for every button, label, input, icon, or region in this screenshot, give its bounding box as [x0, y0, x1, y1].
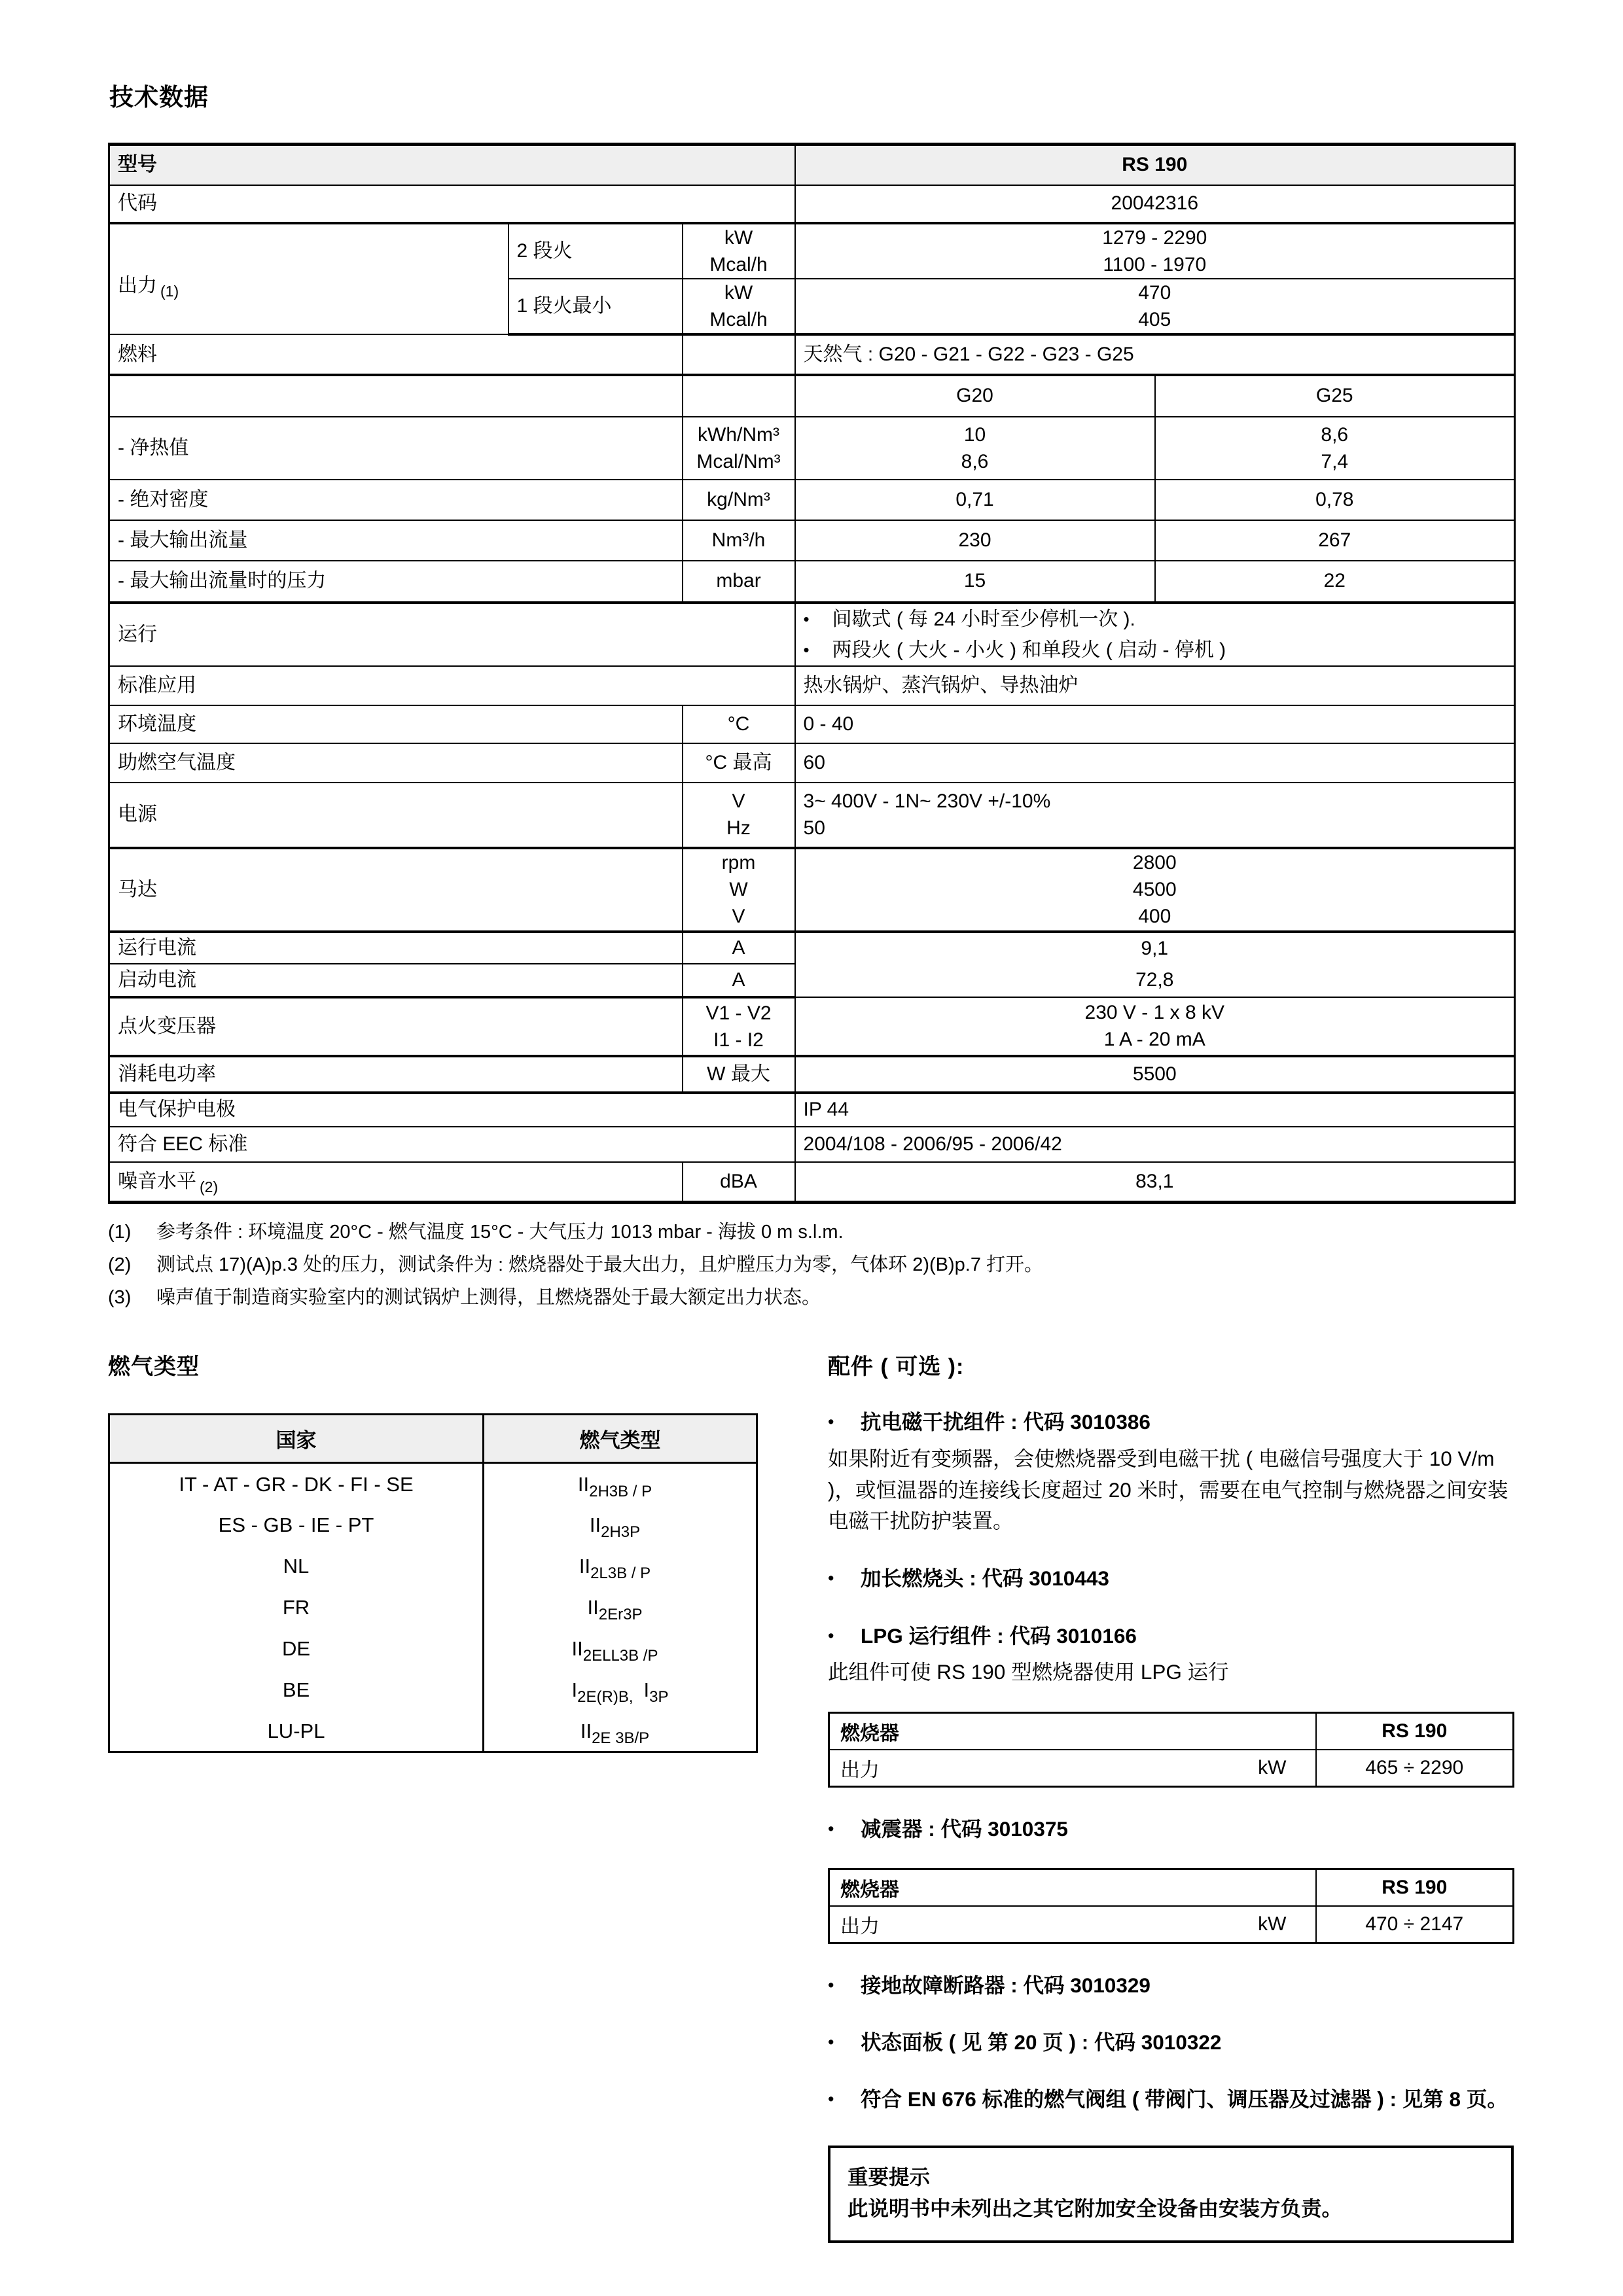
damper-table-row: [829, 1906, 1514, 1943]
output-range: 465 ÷ 2290: [1316, 1750, 1514, 1787]
psu-label: 电源: [109, 783, 683, 848]
air-temp-value: 60: [795, 743, 1515, 783]
bullet-icon: •: [828, 2089, 834, 2110]
output-label: 出力: [840, 1759, 880, 1781]
output-stage1-units: kW Mcal/h: [683, 279, 795, 334]
lpg-table-row: [829, 1750, 1514, 1787]
row-density: [109, 480, 1515, 520]
consumption-label: 消耗电功率: [109, 1056, 683, 1093]
technical-data-table: [108, 143, 1516, 1204]
bullet-icon: •: [828, 2032, 834, 2053]
accessory-item-lpg: • LPG 运行组件 : 代码 3010166: [828, 1621, 1514, 1651]
noise-label: 噪音水平: [118, 1170, 196, 1192]
output-unit: kW: [1258, 1913, 1287, 1935]
page-title: 技术数据: [109, 84, 209, 111]
flow-label: - 最大输出流量: [109, 520, 683, 561]
gas-row: BE $I_{2E(R)B,}$ $I_{3P}$: [109, 1670, 757, 1711]
noise-label-cell: [109, 1162, 683, 1203]
code-label: 代码: [109, 185, 795, 223]
row-model: [109, 145, 1515, 185]
flow-g20: 230: [795, 520, 1155, 561]
accessories-section: [828, 1349, 1514, 2243]
damper-table-header: [829, 1869, 1514, 1906]
row-power-supply: [109, 783, 1515, 848]
row-eec: [109, 1127, 1515, 1162]
density-g25: 0,78: [1155, 480, 1515, 520]
model-value: RS 190: [795, 145, 1515, 185]
noise-unit: dBA: [683, 1162, 795, 1203]
density-label: - 绝对密度: [109, 480, 683, 520]
footnote-marker-2: (2): [200, 1178, 219, 1195]
gas-row: NL $II_{2L3B / P}$: [109, 1546, 757, 1587]
bullet-icon: •: [828, 1625, 834, 1646]
density-unit: kg/Nm³: [683, 480, 795, 520]
bullet-icon: •: [803, 609, 810, 629]
application-value: 热水锅炉、蒸汽锅炉、导热油炉: [795, 666, 1515, 705]
gas-row: FR $II_{2Er3P}$: [109, 1587, 757, 1629]
gas-row: DE $II_{2ELL3B /P}$: [109, 1629, 757, 1670]
accessory-item-gfci: • 接地故障断路器 : 代码 3010329: [828, 1970, 1514, 2001]
noise-value: 83,1: [795, 1162, 1515, 1203]
important-notice-box: [828, 2146, 1514, 2244]
output-stage1-values: 470 405: [795, 279, 1515, 334]
row-fuel: [109, 334, 1515, 375]
output-stage2-sublabel: 2 段火: [508, 223, 683, 279]
col-country: 国家: [109, 1415, 484, 1463]
operation-value: • 间歇式 ( 每 24 小时至少停机一次 ). • 两段火 ( 大火 - 小火 ) 和单段火 ( 启动 - 停机 ): [795, 603, 1515, 666]
burner-label: 燃烧器: [829, 1869, 1316, 1906]
gas-table-header: [109, 1415, 757, 1463]
fuel-value: 天然气 : G20 - G21 - G22 - G23 - G25: [795, 334, 1515, 375]
col-gas-type: 燃气类型: [484, 1415, 757, 1463]
output-stage1-sublabel: 1 段火最小: [508, 279, 683, 334]
consumption-value: 5500: [795, 1056, 1515, 1093]
output-label: 出力: [118, 275, 157, 296]
fuel-label: 燃料: [109, 334, 683, 375]
gas-types-table: [108, 1413, 758, 1753]
gas-row: IT - AT - GR - DK - FI - SE $II_{2H3B / P}$: [109, 1463, 757, 1505]
pressure-g20: 15: [795, 561, 1155, 603]
lpg-table-header: [829, 1712, 1514, 1750]
air-temp-label: 助燃空气温度: [109, 743, 683, 783]
ambient-value: 0 - 40: [795, 705, 1515, 743]
notice-text: 此说明书中未列出之其它附加安全设备由安装方负责。: [847, 2197, 1343, 2221]
gas-types-section: [108, 1349, 757, 1753]
density-g20: 0,71: [795, 480, 1155, 520]
psu-values: 3~ 400V - 1N~ 230V +/-10% 50: [795, 783, 1515, 848]
ncv-g25: 8,6 7,4: [1155, 417, 1515, 480]
footnote-3: (3) 噪声值于制造商实验室内的测试锅炉上测得，且燃烧器处于最大额定出力状态。: [108, 1287, 821, 1309]
footnote-1: (1) 参考条件 : 环境温度 20°C - 燃气温度 15°C - 大气压力 1013 mbar - 海拔 0 m s.l.m.: [108, 1222, 844, 1243]
pressure-g25: 22: [1155, 561, 1515, 603]
burner-model: RS 190: [1316, 1712, 1514, 1750]
gas-row: LU-PL $II_{2E 3B/P}$: [109, 1711, 757, 1752]
output-range: 470 ÷ 2147: [1316, 1906, 1514, 1943]
accessory-item-gas-train: • 符合 EN 676 标准的燃气阀组 ( 带阀门、调压器及过滤器 ) : 见第 8 页。: [828, 2084, 1514, 2115]
operation-label: 运行: [109, 603, 795, 666]
lpg-output-table: [828, 1712, 1514, 1788]
pressure-label: - 最大输出流量时的压力: [109, 561, 683, 603]
row-ncv: [109, 417, 1515, 480]
ncv-label: - 净热值: [109, 417, 683, 480]
accessory-item-status-panel: • 状态面板 ( 见 第 20 页 ) : 代码 3010322: [828, 2027, 1514, 2058]
gas-col-g20: G20: [795, 375, 1155, 417]
row-ambient: [109, 705, 1515, 743]
output-stage2-values: 1279 - 2290 1100 - 1970: [795, 223, 1515, 279]
row-flow: [109, 520, 1515, 561]
pressure-unit: mbar: [683, 561, 795, 603]
consumption-unit: W 最大: [683, 1056, 795, 1093]
start-current-unit: A: [683, 964, 795, 997]
bullet-icon: •: [828, 1818, 834, 1839]
ncv-g20: 10 8,6: [795, 417, 1155, 480]
motor-label: 马达: [109, 848, 683, 932]
bullet-icon: •: [828, 1568, 834, 1589]
accessory-item-damper: • 减震器 : 代码 3010375: [828, 1814, 1514, 1845]
flow-g25: 267: [1155, 520, 1515, 561]
run-current-label: 运行电流: [109, 932, 683, 964]
code-value: 20042316: [795, 185, 1515, 223]
row-gas-columns: [109, 375, 1515, 417]
output-label-cell: [109, 223, 508, 334]
ignition-label: 点火变压器: [109, 997, 683, 1056]
gas-row: ES - GB - IE - PT $II_{2H3P}$: [109, 1505, 757, 1546]
motor-values: 2800 4500 400: [795, 848, 1515, 932]
eec-value: 2004/108 - 2006/95 - 2006/42: [795, 1127, 1515, 1162]
row-pressure: [109, 561, 1515, 603]
fuel-unit-empty: [683, 334, 795, 375]
gas-col-g25: G25: [1155, 375, 1515, 417]
accessory-emc-description: 如果附近有变频器，会使燃烧器受到电磁干扰 ( 电磁信号强度大于 10 V/m )，或恒温器的连接线长度超过 20 米时，需要在电气控制与燃烧器之间安装电磁干扰防护装置。: [828, 1446, 1508, 1533]
accessories-title: 配件 ( 可选 ):: [828, 1354, 965, 1380]
ncv-units: kWh/Nm³ Mcal/Nm³: [683, 417, 795, 480]
protection-label: 电气保护电极: [109, 1093, 795, 1127]
footnote-2: (2) 测试点 17)(A)p.3 处的压力，测试条件为 : 燃烧器处于最大出力，且炉膛压力为零，气体环 2)(B)p.7 打开。: [108, 1254, 1044, 1276]
row-ignition: [109, 997, 1515, 1056]
burner-label: 燃烧器: [829, 1712, 1316, 1750]
burner-model: RS 190: [1316, 1869, 1514, 1906]
lower-columns: [108, 1349, 1514, 2243]
output-unit: kW: [1258, 1756, 1287, 1778]
row-code: [109, 185, 1515, 223]
row-output-stage2: [109, 223, 1515, 279]
row-protection: [109, 1093, 1515, 1127]
row-noise: [109, 1162, 1515, 1203]
gas-header-empty-unit: [683, 375, 795, 417]
footnotes: [108, 1220, 1514, 1311]
row-air-temp: [109, 743, 1515, 783]
model-label: 型号: [109, 145, 795, 185]
current-values: 9,1 72,8: [795, 932, 1515, 997]
row-consumption: [109, 1056, 1515, 1093]
start-current-label: 启动电流: [109, 964, 683, 997]
ambient-label: 环境温度: [109, 705, 683, 743]
ambient-unit: °C: [683, 705, 795, 743]
bullet-icon: •: [803, 639, 810, 660]
air-temp-unit: °C 最高: [683, 743, 795, 783]
damper-output-table: [828, 1868, 1514, 1944]
eec-label: 符合 EEC 标准: [109, 1127, 795, 1162]
ignition-units: V1 - V2 I1 - I2: [683, 997, 795, 1056]
psu-units: V Hz: [683, 783, 795, 848]
gas-types-title: 燃气类型: [108, 1354, 200, 1380]
protection-value: IP 44: [795, 1093, 1515, 1127]
application-label: 标准应用: [109, 666, 795, 705]
row-run-current: [109, 932, 1515, 964]
notice-title: 重要提示: [847, 2164, 931, 2189]
run-current-unit: A: [683, 932, 795, 964]
row-operation: [109, 603, 1515, 666]
motor-units: rpm W V: [683, 848, 795, 932]
accessory-lpg-description: 此组件可使 RS 190 型燃烧器使用 LPG 运行: [828, 1659, 1229, 1684]
gas-header-empty-label: [109, 375, 683, 417]
footnote-marker-1: (1): [160, 283, 179, 300]
bullet-icon: •: [828, 1975, 834, 1995]
ignition-values: 230 V - 1 x 8 kV 1 A - 20 mA: [795, 997, 1515, 1056]
flow-unit: Nm³/h: [683, 520, 795, 561]
accessory-item-long-head: • 加长燃烧头 : 代码 3010443: [828, 1563, 1514, 1594]
bullet-icon: •: [828, 1412, 834, 1432]
row-application: [109, 666, 1515, 705]
output-label: 出力: [840, 1915, 880, 1937]
row-motor: [109, 848, 1515, 932]
output-stage2-units: kW Mcal/h: [683, 223, 795, 279]
accessory-item-emc: • 抗电磁干扰组件 : 代码 3010386: [828, 1407, 1514, 1438]
